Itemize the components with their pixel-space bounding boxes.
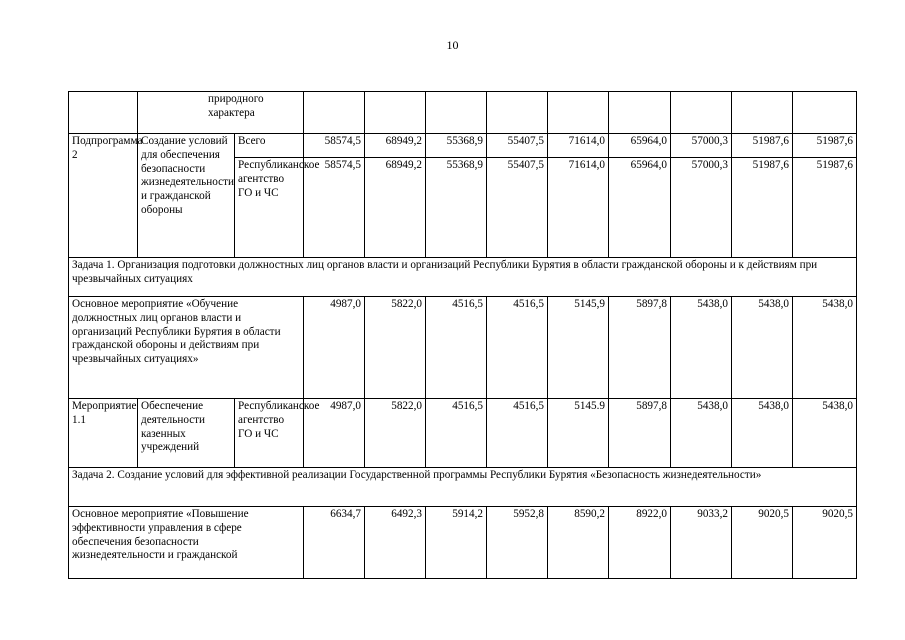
- value-cell: 51987,6: [732, 134, 793, 158]
- task-heading: Задача 2. Создание условий для эффективной реализации Государственной программы Республики Бурятия «Безопасность жизнедеятельности»: [69, 468, 857, 507]
- value-cell: 55368,9: [426, 134, 487, 158]
- value-cell: 5438,0: [732, 297, 793, 399]
- value-cell: 51987,6: [793, 158, 857, 258]
- cell-text: природного характера: [208, 93, 264, 119]
- value-cell: 4516,5: [426, 297, 487, 399]
- table-row: [69, 297, 857, 399]
- value-cell: 58574,5: [304, 158, 365, 258]
- value-cell: 9020,5: [732, 507, 793, 579]
- table-row: [69, 399, 857, 468]
- table-cell: [609, 92, 671, 134]
- value-cell: 4516,5: [426, 399, 487, 468]
- table-cell: [671, 92, 732, 134]
- table-cell: [138, 92, 304, 134]
- value-cell: 51987,6: [793, 134, 857, 158]
- activity-label: Мероприятие 1.1: [69, 399, 138, 468]
- value-cell: 8590,2: [548, 507, 609, 579]
- table-cell: [69, 92, 138, 134]
- value-cell: 4987,0: [304, 399, 365, 468]
- value-cell: 5438,0: [732, 399, 793, 468]
- table-row: [69, 507, 857, 579]
- source-label: Всего: [235, 134, 304, 158]
- value-cell: 55407,5: [487, 134, 548, 158]
- table-cell: [365, 92, 426, 134]
- task-heading: Задача 1. Организация подготовки должностных лиц органов власти и организаций Республики Бурятия в области гражданской обороны и к действиям при чрезвычайных ситуациях: [69, 258, 857, 297]
- table-cell: [426, 92, 487, 134]
- value-cell: 5145,9: [548, 297, 609, 399]
- value-cell: 9033,2: [671, 507, 732, 579]
- value-cell: 55368,9: [426, 158, 487, 258]
- value-cell: 58574,5: [304, 134, 365, 158]
- value-cell: 5914,2: [426, 507, 487, 579]
- table-cell: [732, 92, 793, 134]
- table-row: [69, 468, 857, 507]
- value-cell: 68949,2: [365, 158, 426, 258]
- value-cell: 5822,0: [365, 297, 426, 399]
- subprogram-title: Создание условий для обеспечения безопасности жизнедеятельности и гражданской обороны: [138, 134, 235, 258]
- value-cell: 4987,0: [304, 297, 365, 399]
- cell-text: Основное мероприятие «Повышение эффективности управления в сфере обеспечения безопасности жизнедеятельности и гражданской: [72, 508, 249, 562]
- value-cell: 51987,6: [732, 158, 793, 258]
- value-cell: 5438,0: [793, 297, 857, 399]
- value-cell: 57000,3: [671, 134, 732, 158]
- value-cell: 5897,8: [609, 399, 671, 468]
- table-cell: [548, 92, 609, 134]
- source-label: Республиканское агентство ГО и ЧС: [235, 158, 304, 258]
- value-cell: 5952,8: [487, 507, 548, 579]
- value-cell: 5438,0: [671, 399, 732, 468]
- value-cell: 9020,5: [793, 507, 857, 579]
- table-cell: [793, 92, 857, 134]
- value-cell: 57000,3: [671, 158, 732, 258]
- main-activity-title: [69, 297, 304, 399]
- table-cell: [487, 92, 548, 134]
- table-row: [69, 92, 857, 134]
- value-cell: 6634,7: [304, 507, 365, 579]
- source-label: Республиканское агентство ГО и ЧС: [235, 399, 304, 468]
- subprogram-label: Подпрограмма 2: [69, 134, 138, 258]
- table-row: [69, 258, 857, 297]
- value-cell: 5438,0: [671, 297, 732, 399]
- value-cell: 5822,0: [365, 399, 426, 468]
- value-cell: 8922,0: [609, 507, 671, 579]
- value-cell: 5145.9: [548, 399, 609, 468]
- value-cell: 65964,0: [609, 134, 671, 158]
- main-activity-title: [69, 507, 304, 579]
- value-cell: 5438,0: [793, 399, 857, 468]
- value-cell: 4516,5: [487, 297, 548, 399]
- table-cell: [304, 92, 365, 134]
- cell-text: Основное мероприятие «Обучение должностных лиц органов власти и организаций Республики Бурятия в области гражданской обороны и действиям при чрезвычайных ситуациях»: [72, 298, 281, 366]
- value-cell: 5897,8: [609, 297, 671, 399]
- table-row: [69, 134, 857, 158]
- page-number: 10: [446, 38, 459, 52]
- value-cell: 4516,5: [487, 399, 548, 468]
- value-cell: 55407,5: [487, 158, 548, 258]
- value-cell: 65964,0: [609, 158, 671, 258]
- value-cell: 6492,3: [365, 507, 426, 579]
- value-cell: 71614,0: [548, 158, 609, 258]
- activity-title: Обеспечение деятельности казенных учреждений: [138, 399, 235, 468]
- value-cell: 71614,0: [548, 134, 609, 158]
- value-cell: 68949,2: [365, 134, 426, 158]
- budget-table: [68, 91, 857, 579]
